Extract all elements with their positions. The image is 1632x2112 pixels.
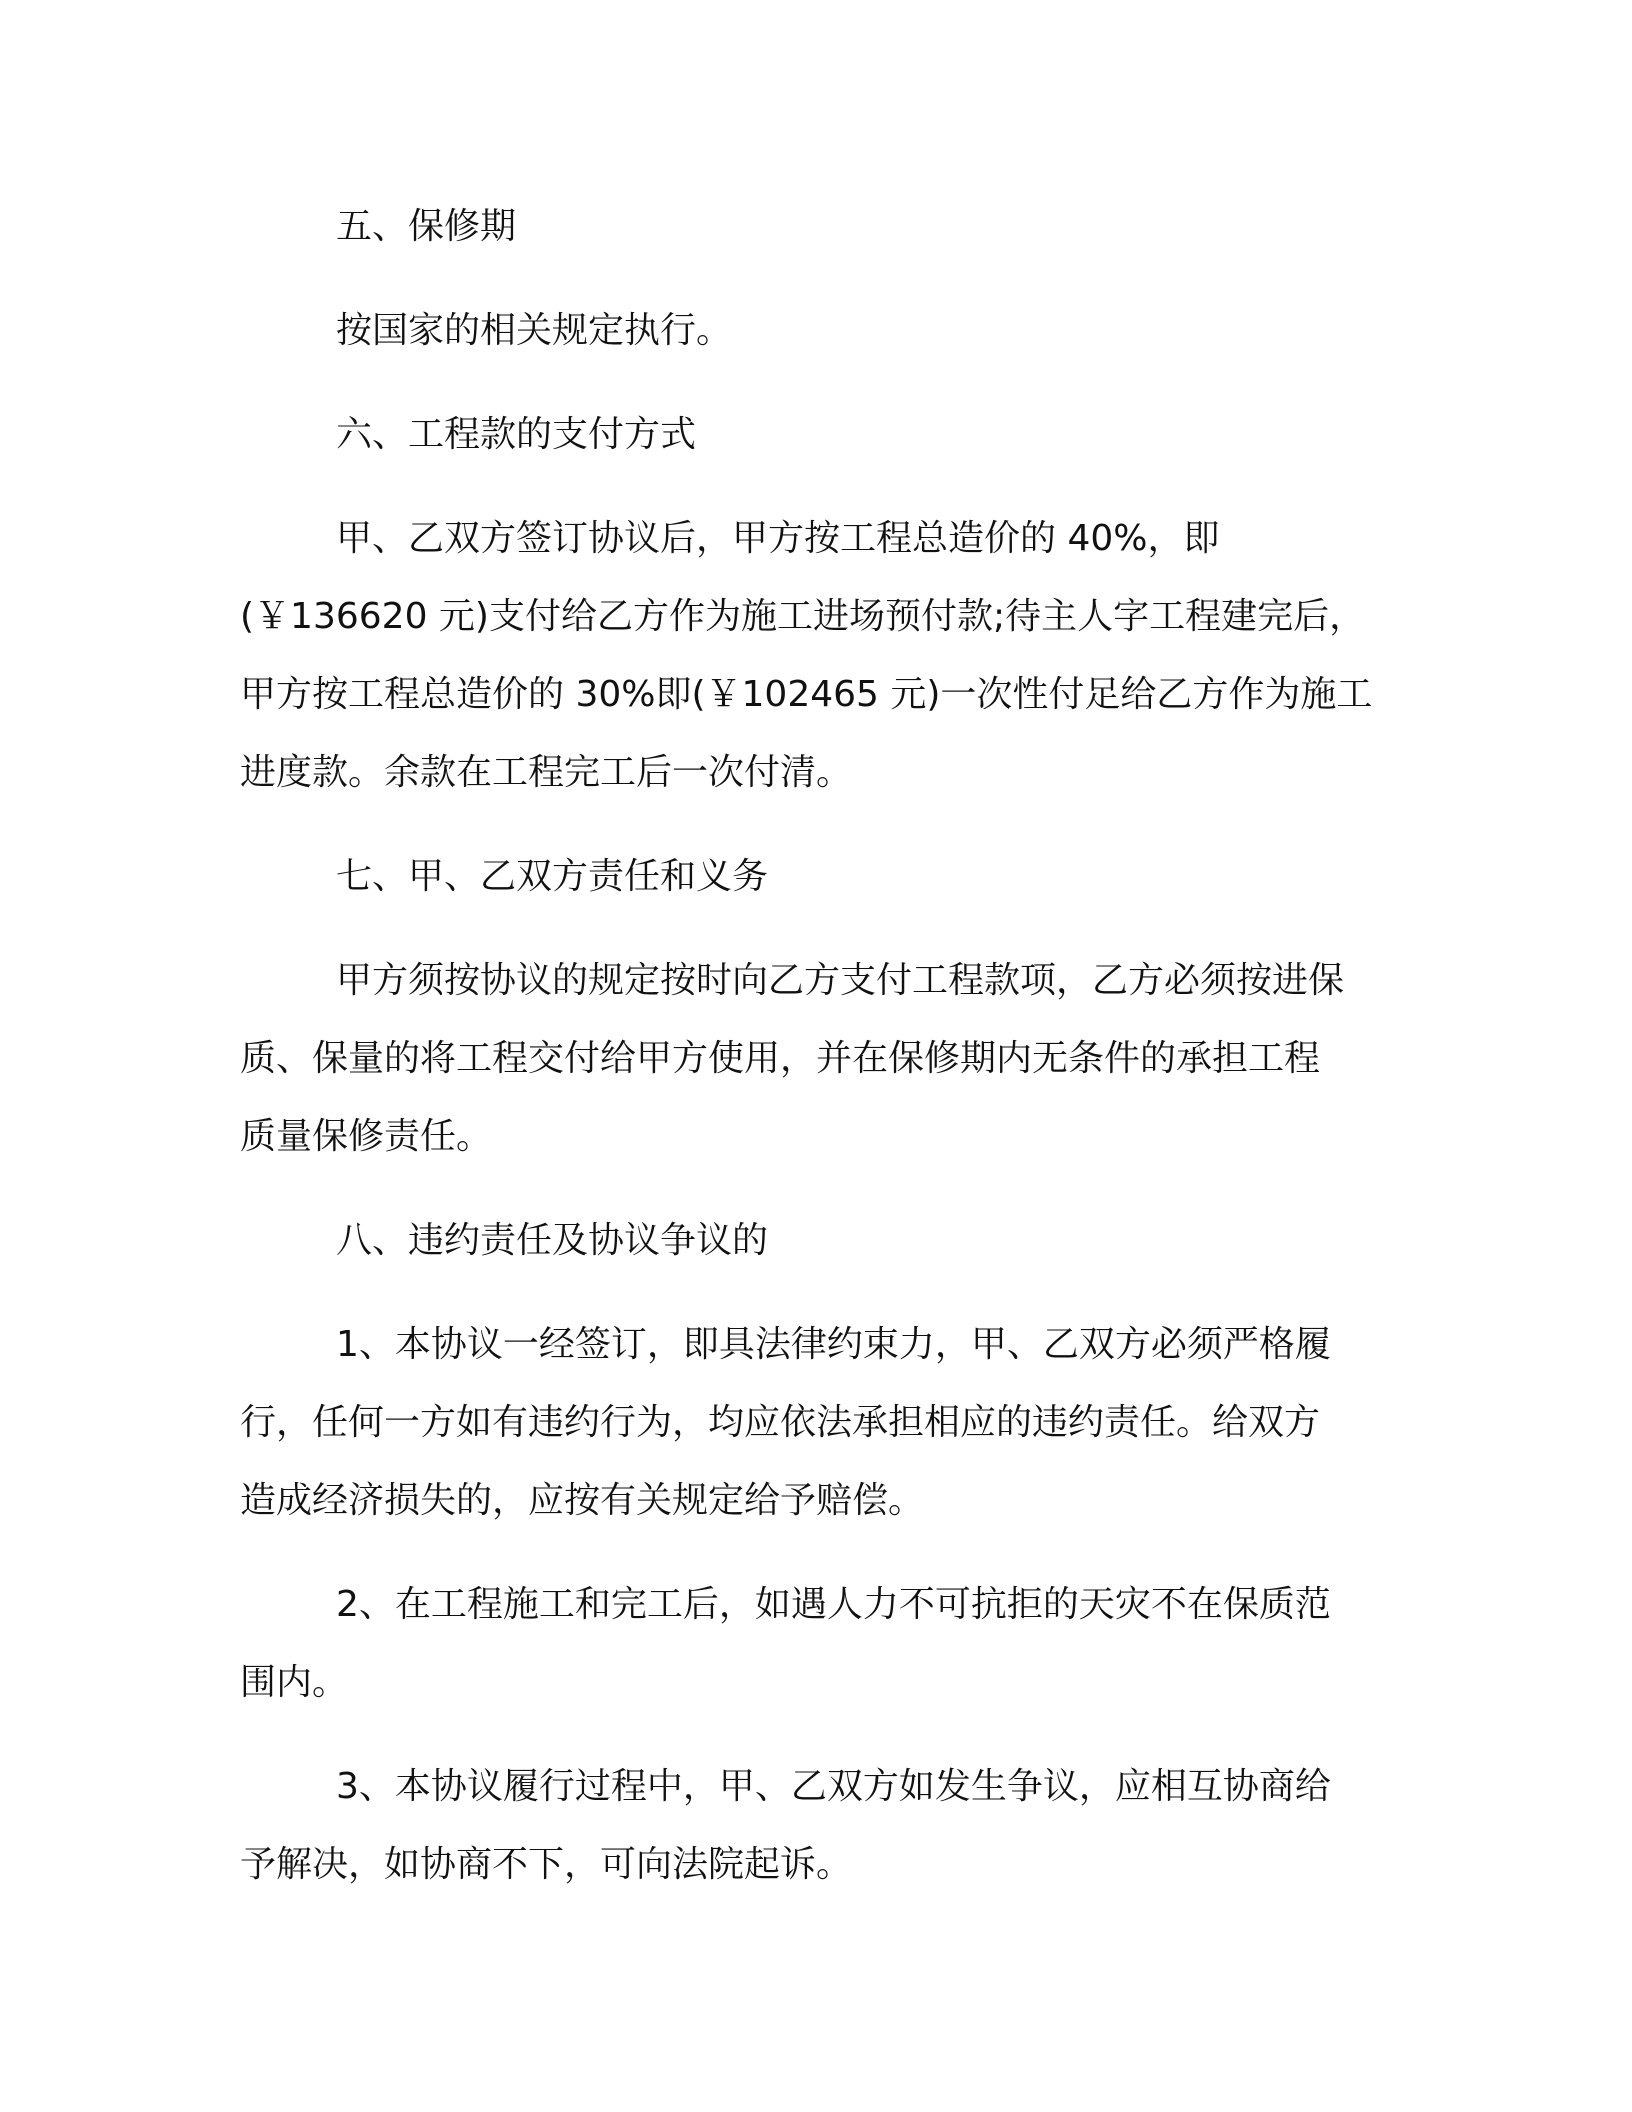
paragraph-warranty (240, 292, 1390, 370)
paragraph-line: 造成经济损失的，应按有关规定给予赔偿。 (240, 1480, 925, 1521)
section-heading-payment: 六、工程款的支付方式 (336, 414, 697, 455)
paragraph-line: 行，任何一方如有违约行为，均应依法承担相应的违约责任。给双方 (240, 1402, 1321, 1443)
paragraph-line: 予解决，如协商不下，可向法院起诉。 (240, 1844, 853, 1885)
paragraph-line: 质量保修责任。 (240, 1116, 493, 1157)
section-heading-responsibilities: 七、甲、乙双方责任和义务 (336, 856, 769, 897)
paragraph-line: 甲方按工程总造价的 30%即(￥102465 元)一次性付足给乙方作为施工 (240, 674, 1373, 715)
paragraph-line: 2、在工程施工和完工后，如遇人力不可抗拒的天灾不在保质范 (336, 1584, 1331, 1625)
paragraph-responsibilities (240, 942, 1390, 1176)
paragraph-line: 甲方须按协议的规定按时向乙方支付工程款项，乙方必须按进保 (336, 960, 1345, 1001)
paragraph-clause-3 (240, 1748, 1390, 1904)
section-heading-breach: 八、违约责任及协议争议的 (336, 1220, 769, 1261)
paragraph-line: 3、本协议履行过程中，甲、乙双方如发生争议，应相互协商给 (336, 1766, 1331, 1807)
paragraph-line: 进度款。余款在工程完工后一次付清。 (240, 752, 853, 793)
paragraph-payment (240, 500, 1390, 812)
section-heading-warranty: 五、保修期 (336, 206, 517, 247)
document-body (240, 188, 1390, 1930)
paragraph-line: 质、保量的将工程交付给甲方使用，并在保修期内无条件的承担工程 (240, 1038, 1321, 1079)
paragraph-line: (￥136620 元)支付给乙方作为施工进场预付款;待主人字工程建完后， (240, 596, 1366, 637)
paragraph-line: 按国家的相关规定执行。 (336, 310, 733, 351)
paragraph-line: 甲、乙双方签订协议后，甲方按工程总造价的 40%，即 (336, 518, 1220, 559)
paragraph-clause-2 (240, 1566, 1390, 1722)
paragraph-line: 围内。 (240, 1662, 349, 1703)
paragraph-clause-1 (240, 1306, 1390, 1540)
paragraph-line: 1、本协议一经签订，即具法律约束力，甲、乙双方必须严格履 (336, 1324, 1331, 1365)
